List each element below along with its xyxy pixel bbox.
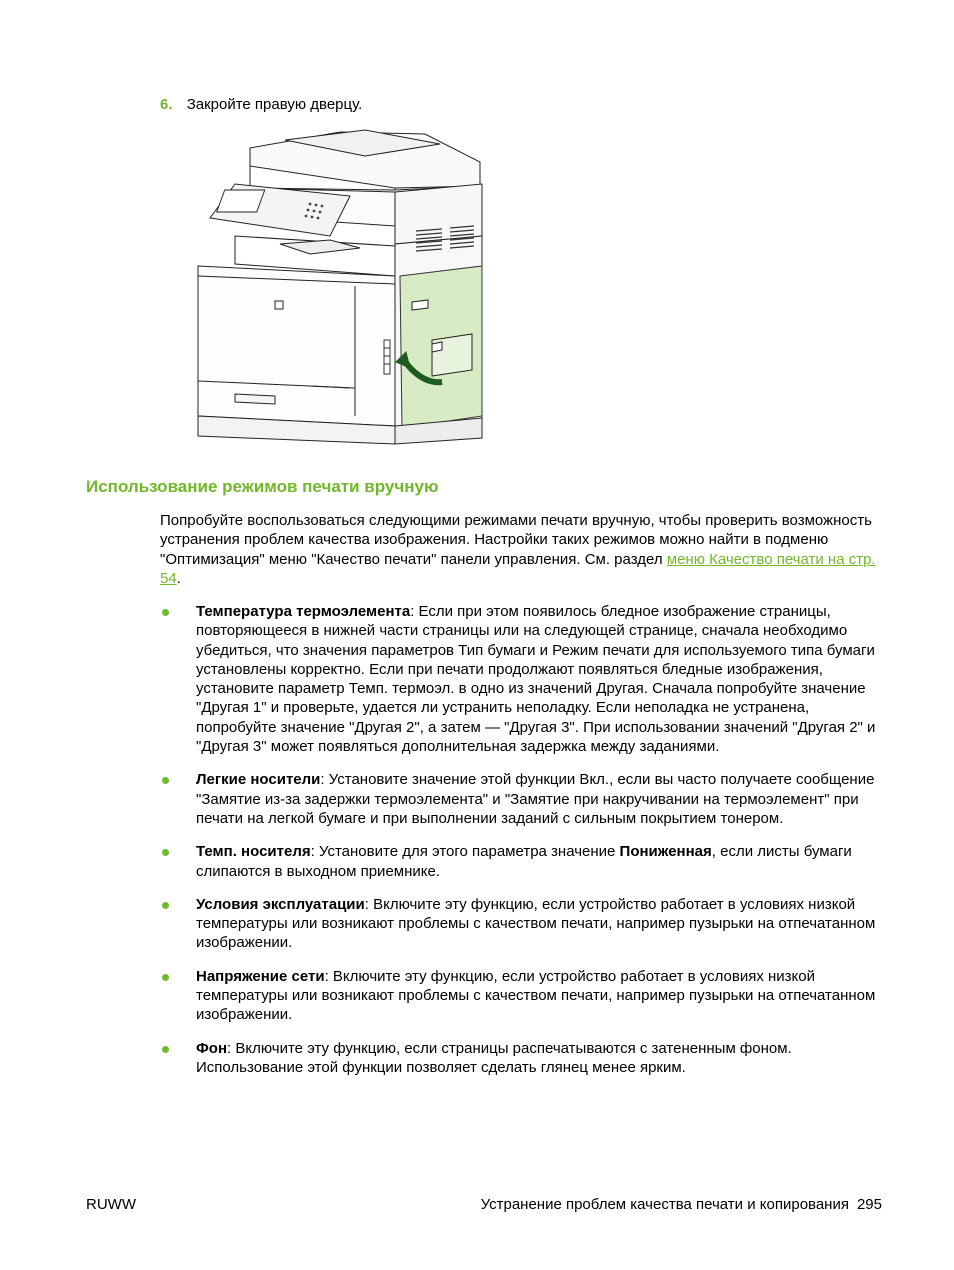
printer-illustration [190,126,490,446]
term-light-media: Легкие носители [196,771,321,789]
term-fuser-temperature: Температура термоэлемента [196,603,411,620]
bullet-icon [162,849,169,856]
intro-tail: . [176,569,181,587]
item-text: : Включите эту функцию, если страницы распечатываются с затененным фоном. Использование этой функции позволяет сделать глянец менее ярким. [196,1039,792,1076]
footer-chapter: Устранение проблем качества печати и копирования [480,1196,849,1213]
step-number: 6. [160,96,173,113]
term-environment: Условия эксплуатации [196,895,365,913]
item-text: : Установите для этого параметра значение [310,843,620,861]
list-item [160,967,885,1025]
intro-paragraph [160,511,885,588]
item-text: : Установите значение этой функции Вкл., если вы часто получаете сообщение "Замятие из-за задержки термоэлемента" и "Замятие при накручивании на термоэлемент" при печати на легкой бумаге и при выполнении заданий с сильным покрытием тонером. [196,771,875,827]
print-quality-menu-link[interactable]: меню Качество печати на стр. 54 [160,550,876,587]
step-text: Закройте правую дверцу. [186,96,363,113]
printer-right-door-closing-icon [190,126,490,446]
section-title: Использование режимов печати вручную [86,477,439,496]
term-line-voltage: Напряжение сети [196,967,325,985]
item-text: : Включите эту функцию, если устройство работает в условиях низкой температуры или возникают проблемы с качеством печати, например пузырьки на отпечатанном изображении. [196,967,876,1024]
item-text-tail: , если листы бумаги слипаются в выходном приемнике. [196,843,852,880]
page-number: 295 [856,1196,882,1213]
step-6 [160,96,362,114]
bullet-icon [162,777,169,784]
bullet-icon [162,974,169,981]
list-item [160,842,885,881]
item-text: : Включите эту функцию, если устройство работает в условиях низкой температуры или возникают проблемы с качеством печати, например пузырьки на отпечатанном изображении. [196,895,876,952]
footer-left: RUWW [86,1196,136,1213]
term-background: Фон [196,1039,228,1057]
item-text: : Если при этом появилось бледное изображение страницы, повторяющееся в нижней части страницы или на следующей странице, сначала необходимо убедиться, что значения параметров Тип бумаги и Режим печати для используемого типа бумаги установлены корректно. Если при печати продолжают появляться бледные изображения, установите параметр Темп. термоэл. в одно из значений Другая. Сначала попробуйте значение "Другая 1" и проверьте, удается ли устранить неполадку. Если неполадка не устранена, попробуйте значение "Другая 2", а затем — "Другая 3". При использовании значений "Другая 2" и "Другая 3" может появляться дополнительная задержка между заданиями. [196,603,876,756]
bullet-icon [162,1046,169,1053]
print-mode-list [160,602,885,1091]
bullet-icon [162,609,169,616]
term-media-temperature: Темп. носителя [196,843,311,861]
list-item [160,895,885,953]
list-item [160,1039,885,1078]
list-item [160,602,885,756]
list-item [160,770,885,828]
term-reduced: Пониженная [619,843,712,861]
bullet-icon [162,902,169,909]
footer-right [481,1196,882,1214]
intro-text: Попробуйте воспользоваться следующими режимами печати вручную, чтобы проверить возможность устранения проблем качества изображения. Настройки таких режимов можно найти в подменю "Оптимизация" меню "Качество печати" панели управления. См. раздел [160,512,872,568]
